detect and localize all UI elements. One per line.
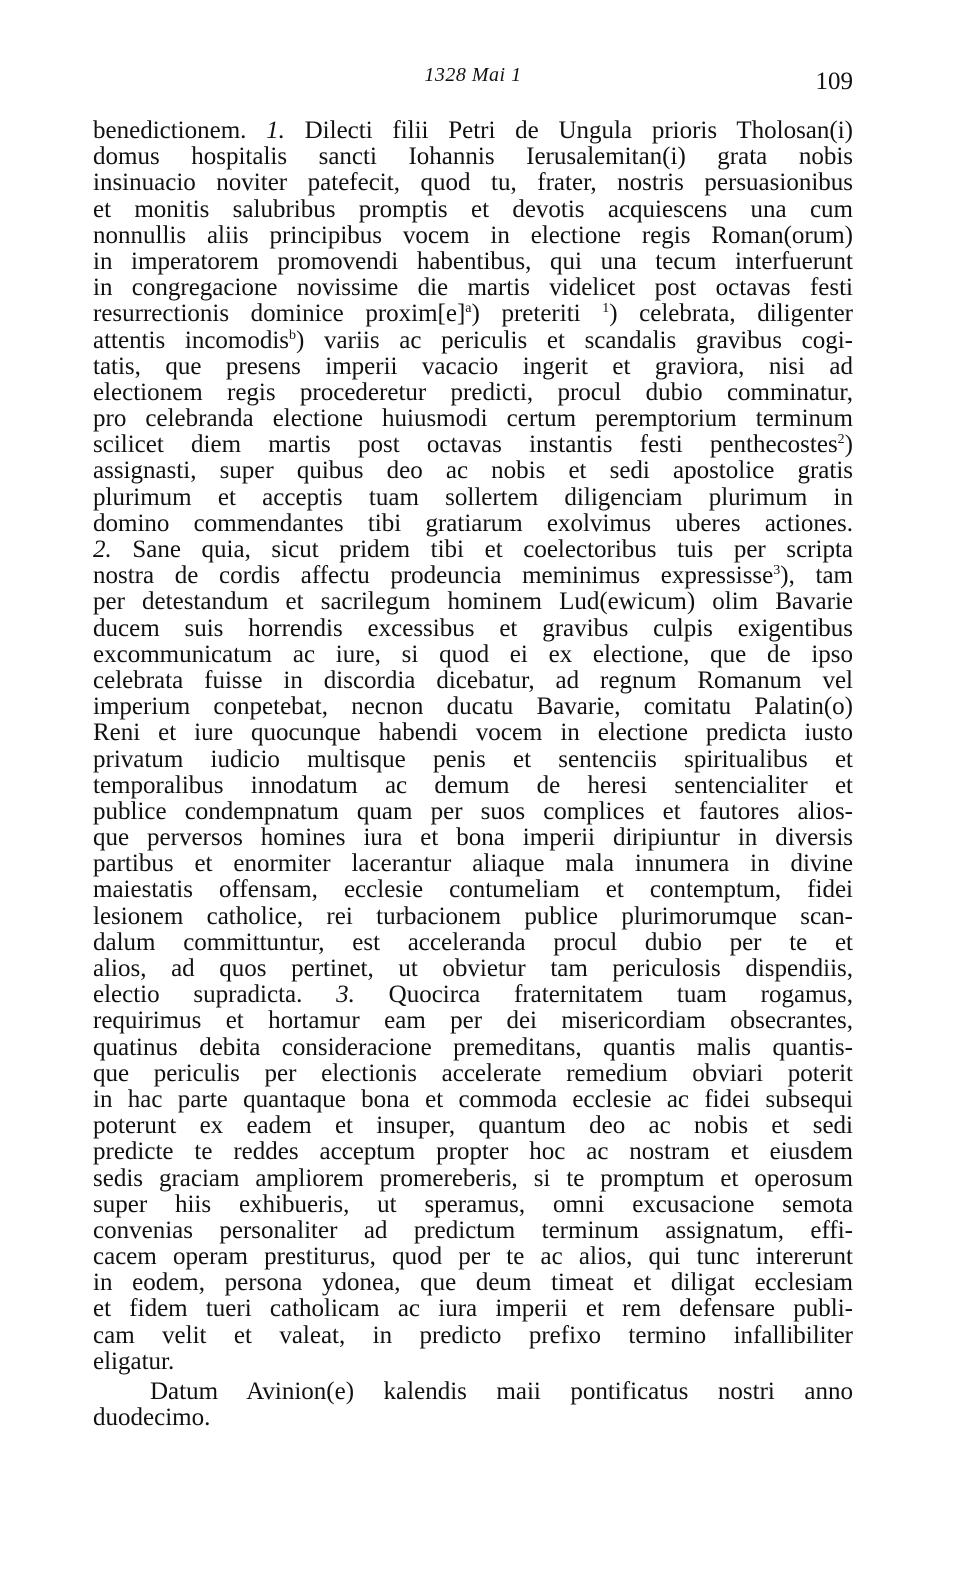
paragraph-number-2: 2. [93, 536, 112, 563]
paragraph-number-1: 1. [266, 117, 285, 144]
text-line: electionem regis procederetur predicti, procul dubio comminatur, [93, 378, 853, 406]
text-line: tatis, que presens imperii vacacio ingerit et graviora, nisi ad [93, 352, 853, 380]
text-line: predicte te reddes acceptum propter hoc ac nostram et eiusdem [93, 1138, 853, 1166]
text-line: Reni et iure quocunque habendi vocem in electione predicta iusto [93, 719, 853, 747]
text-line: publice condempnatum quam per suos complices et fautores alios- [93, 797, 853, 825]
text-line: maiestatis offensam, ecclesie contumeliam et contemptum, fidei [93, 876, 853, 904]
text-line: insinuacio noviter patefecit, quod tu, frater, nostris persuasionibus [93, 169, 853, 197]
text-line: super hiis exhibueris, ut speramus, omni excusacione semota [93, 1190, 853, 1218]
page-number: 109 [815, 68, 853, 95]
footnote-mark-3: 3 [773, 563, 781, 579]
text-line: dalum committuntur, est acceleranda procul dubio per te et [93, 928, 853, 956]
text-run: nostra de cordis affectu prodeuncia meminimus expressisse [93, 562, 774, 590]
text-line: domino commendantes tibi gratiarum exolvimus uberes actiones. [93, 509, 853, 537]
text-run: ), tam [780, 562, 853, 590]
text-run: scilicet diem martis post octavas instantis festi penthecostes [93, 431, 838, 459]
text-line: imperium conpetebat, necnon ducatu Bavarie, comitatu Palatin(o) [93, 693, 853, 721]
text-line: in imperatorem promovendi habentibus, qui una tecum interfuerunt [93, 247, 853, 275]
text-line: cam velit et valeat, in predicto prefixo termino infallibiliter [93, 1321, 853, 1349]
paragraph-number-3: 3. [336, 981, 355, 1009]
text-line: et fidem tueri catholicam ac iura imperii et rem defensare publi- [93, 1295, 853, 1323]
footnote-mark-1: 1 [602, 301, 610, 317]
text-line: domus hospitalis sancti Iohannis Ierusalemitan(i) grata nobis [93, 143, 853, 171]
text-line: pro celebranda electione huiusmodi certum peremptorium terminum [93, 405, 853, 433]
text-run: Quocirca fraternitatem tuam rogamus, [354, 981, 853, 1009]
text-run: ) preteriti [471, 300, 603, 328]
text-line [93, 563, 853, 589]
text-line: celebrata fuisse in discordia dicebatur, ad regnum Romanum vel [93, 666, 853, 694]
text-line: ducem suis horrendis excessibus et gravibus culpis exigentibus [93, 614, 853, 642]
text-line: quatinus debita consideracione premeditans, quantis malis quantis- [93, 1033, 853, 1061]
text-run: attentis incomodis [93, 326, 290, 354]
text-line: que periculis per electionis accelerate remedium obviari poterit [93, 1059, 853, 1087]
text-line: plurimum et acceptis tuam sollertem diligenciam plurimum in [93, 483, 853, 511]
text-line: eligatur. [93, 1347, 175, 1375]
text-line: sedis graciam ampliorem promereberis, si te promptum et operosum [93, 1164, 853, 1192]
text-line: et monitis salubribus promptis et devotis acquiescens una cum [93, 195, 853, 223]
text-run: electio supradicta. [93, 981, 337, 1009]
text-line: alios, ad quos pertinet, ut obvietur tam periculosis dispendiis, [93, 955, 853, 982]
dating-clause: Datum Avinion(e) kalendis maii pontificatus nostri anno [150, 1378, 853, 1405]
text-line: in hac parte quantaque bona et commoda ecclesie ac fidei subsequi [93, 1085, 853, 1113]
text-line: assignasti, super quibus deo ac nobis et sedi apostolice gratis [93, 457, 853, 485]
text-run: ) [844, 431, 853, 459]
text-line: requirimus et hortamur eam per dei misericordiam obsecrantes, [93, 1007, 853, 1035]
text-run: benedictionem. [93, 117, 267, 144]
text-line [93, 118, 853, 144]
text-run: resurrectionis dominice proxim[e] [93, 300, 466, 328]
text-run: ) celebrata, diligenter [609, 300, 854, 328]
text-line: poterunt ex eadem et insuper, quantum deo ac nobis et sedi [93, 1112, 853, 1140]
text-line: partibus et enormiter lacerantur aliaque mala innumera in divine [93, 850, 853, 878]
text-line: que perversos homines iura et bona imperii diripiuntur in diversis [93, 824, 853, 852]
page-header [93, 62, 853, 102]
text-line: lesionem catholice, rei turbacionem publice plurimorumque scan- [93, 902, 853, 930]
text-line [93, 982, 853, 1008]
text-line [93, 432, 853, 458]
text-line: privatum iudicio multisque penis et sentenciis spiritualibus et [93, 745, 853, 773]
footnote-mark-2: 2 [837, 432, 845, 448]
text-line: cacem operam prestiturus, quod per te ac alios, qui tunc intererunt [93, 1243, 853, 1271]
footnote-mark-b: b [289, 327, 297, 343]
text-run: Dilecti filii Petri de Ungula prioris Tholosan(i) [284, 117, 853, 144]
text-line [93, 301, 853, 327]
running-head: 1328 Mai 1 [424, 64, 522, 86]
document-body [93, 118, 853, 1431]
text-line: nonnullis aliis principibus vocem in electione regis Roman(orum) [93, 221, 853, 249]
text-run: Sane quia, sicut pridem tibi et coelectoribus tuis per scripta [111, 536, 853, 563]
text-line: per detestandum et sacrilegum hominem Lud(ewicum) olim Bavarie [93, 588, 853, 616]
text-line: excommunicatum ac iure, si quod ei ex electione, que de ipso [93, 640, 853, 668]
dating-clause-end: duodecimo. [93, 1404, 211, 1432]
text-line [93, 328, 853, 354]
text-line: temporalibus innodatum ac demum de heresi sentencialiter et [93, 771, 853, 799]
text-line [93, 537, 853, 563]
text-line: in eodem, persona ydonea, que deum timeat et diligat ecclesiam [93, 1269, 853, 1297]
text-line: in congregacione novissime die martis videlicet post octavas festi [93, 274, 853, 302]
footnote-mark-a: a [465, 301, 472, 317]
text-run: ) variis ac periculis et scandalis gravibus cogi- [296, 326, 853, 354]
text-line: convenias personaliter ad predictum terminum assignatum, effi- [93, 1216, 853, 1244]
